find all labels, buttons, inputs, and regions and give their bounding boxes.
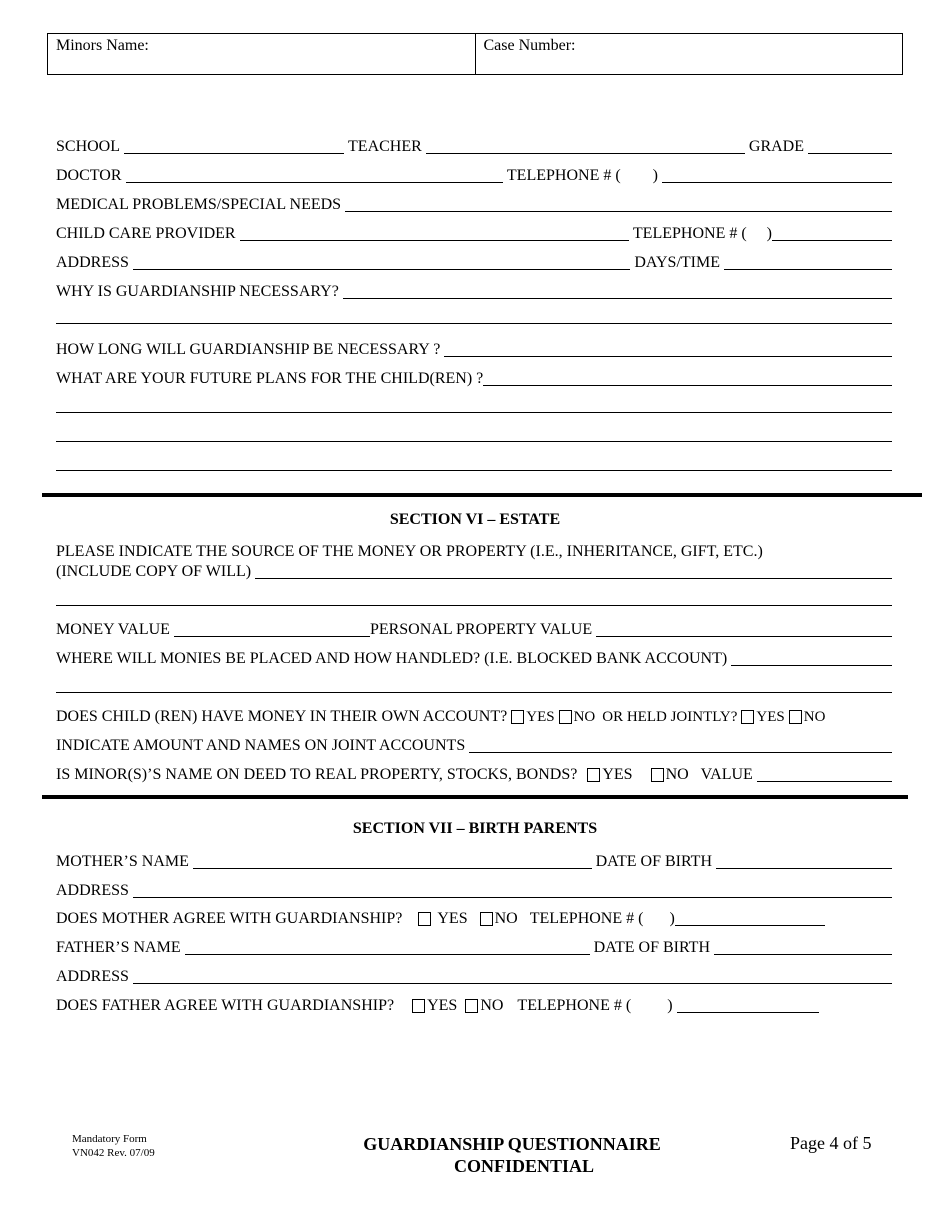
- mother-telephone-label: TELEPHONE # (: [529, 910, 644, 927]
- source-label-2: (INCLUDE COPY OF WILL): [56, 563, 252, 580]
- own-account-label: DOES CHILD (REN) HAVE MONEY IN THEIR OWN ACCOUNT?: [56, 708, 508, 725]
- father-agree-no-label: NO: [480, 997, 504, 1014]
- father-agree-row: [56, 993, 892, 1015]
- mothers-name-blank[interactable]: [193, 868, 592, 869]
- own-account-yes-label: YES: [526, 709, 555, 725]
- where-placed-label: WHERE WILL MONIES BE PLACED AND HOW HANDLED? (I.E. BLOCKED BANK ACCOUNT): [56, 650, 728, 667]
- deed-value-blank[interactable]: [757, 781, 892, 782]
- money-value-label: MONEY VALUE: [56, 621, 170, 638]
- page-number: Page 4 of 5: [790, 1133, 872, 1153]
- source-row-2: [56, 559, 892, 581]
- medical-blank[interactable]: [345, 211, 892, 212]
- mother-telephone-blank[interactable]: [675, 925, 825, 926]
- how-long-row: [56, 337, 892, 359]
- future-plans-line-1[interactable]: [56, 412, 892, 413]
- section-vi-title: SECTION VI – ESTATE: [389, 511, 561, 528]
- mothers-name-label: MOTHER’S NAME: [56, 853, 189, 870]
- held-jointly-yes-checkbox[interactable]: [741, 710, 754, 724]
- father-agree-yes-label: YES: [427, 997, 458, 1014]
- held-jointly-no-label: NO: [803, 709, 826, 725]
- child-care-blank[interactable]: [240, 240, 629, 241]
- own-account-yes-checkbox[interactable]: [511, 710, 524, 724]
- where-placed-row: [56, 646, 892, 668]
- own-account-no-label: NO: [573, 709, 596, 725]
- medical-label: MEDICAL PROBLEMS/SPECIAL NEEDS: [56, 196, 342, 213]
- father-address-label: ADDRESS: [56, 968, 129, 985]
- father-address-blank[interactable]: [133, 983, 892, 984]
- address-row: [56, 250, 892, 272]
- held-jointly-yes-label: YES: [756, 709, 785, 725]
- father-telephone-blank[interactable]: [677, 1012, 819, 1013]
- school-blank[interactable]: [124, 153, 344, 154]
- doctor-telephone-close: ): [652, 167, 658, 184]
- mother-agree-no-checkbox[interactable]: [480, 912, 493, 926]
- child-care-telephone-blank[interactable]: [772, 240, 892, 241]
- joint-accounts-row: [56, 733, 892, 755]
- section-divider: [42, 493, 922, 497]
- fathers-name-row: [56, 935, 892, 957]
- doctor-telephone-label: TELEPHONE # (: [506, 167, 621, 184]
- own-account-row: [56, 704, 900, 726]
- deed-yes-label: YES: [602, 766, 633, 783]
- case-number-label: Case Number:: [483, 37, 576, 54]
- deed-label: IS MINOR(S)’S NAME ON DEED TO REAL PROPERTY, STOCKS, BONDS?: [56, 766, 578, 783]
- child-care-row: [56, 221, 892, 243]
- mandatory-form-label: Mandatory Form: [72, 1133, 147, 1145]
- child-care-telephone-label: TELEPHONE # (: [632, 225, 747, 242]
- deed-value-label: VALUE: [700, 766, 753, 783]
- header-box: [47, 33, 903, 75]
- future-plans-row: [56, 366, 892, 388]
- future-plans-label: WHAT ARE YOUR FUTURE PLANS FOR THE CHILD(REN) ?: [56, 370, 484, 387]
- father-agree-yes-checkbox[interactable]: [412, 999, 425, 1013]
- mother-dob-blank[interactable]: [716, 868, 892, 869]
- source-extra-line[interactable]: [56, 605, 892, 606]
- mother-address-row: [56, 878, 892, 900]
- doctor-row: [56, 163, 892, 185]
- mothers-name-row: [56, 849, 892, 871]
- held-jointly-label: OR HELD JOINTLY?: [602, 709, 738, 725]
- why-label: WHY IS GUARDIANSHIP NECESSARY?: [56, 283, 339, 300]
- doctor-label: DOCTOR: [56, 167, 122, 184]
- future-plans-blank[interactable]: [483, 385, 892, 386]
- mother-address-blank[interactable]: [133, 897, 892, 898]
- how-long-blank[interactable]: [444, 356, 892, 357]
- minors-name-label: Minors Name:: [56, 37, 149, 54]
- grade-label: GRADE: [748, 138, 804, 155]
- mother-agree-row: [56, 906, 892, 928]
- source-blank[interactable]: [255, 578, 892, 579]
- personal-property-blank[interactable]: [596, 636, 892, 637]
- school-row: [56, 134, 892, 156]
- source-row-1: [56, 539, 892, 561]
- days-time-blank[interactable]: [724, 269, 892, 270]
- why-row: [56, 279, 892, 301]
- future-plans-line-3[interactable]: [56, 470, 892, 471]
- deed-yes-checkbox[interactable]: [587, 768, 600, 782]
- grade-blank[interactable]: [808, 153, 892, 154]
- joint-accounts-label: INDICATE AMOUNT AND NAMES ON JOINT ACCOUNTS: [56, 737, 466, 754]
- held-jointly-no-checkbox[interactable]: [789, 710, 802, 724]
- joint-accounts-blank[interactable]: [469, 752, 892, 753]
- mother-agree-label: DOES MOTHER AGREE WITH GUARDIANSHIP?: [56, 910, 403, 927]
- section-divider: [42, 795, 908, 799]
- where-placed-extra-line[interactable]: [56, 692, 892, 693]
- father-dob-blank[interactable]: [714, 954, 892, 955]
- source-label-1: PLEASE INDICATE THE SOURCE OF THE MONEY OR PROPERTY (I.E., INHERITANCE, GIFT, ETC.): [56, 543, 763, 560]
- father-address-row: [56, 964, 892, 986]
- mother-agree-yes-label: YES: [437, 910, 468, 927]
- doctor-telephone-blank[interactable]: [662, 182, 892, 183]
- child-care-label: CHILD CARE PROVIDER: [56, 225, 236, 242]
- address-label: ADDRESS: [56, 254, 129, 271]
- future-plans-line-2[interactable]: [56, 441, 892, 442]
- personal-property-label: PERSONAL PROPERTY VALUE: [369, 621, 593, 638]
- case-number-field[interactable]: [475, 34, 903, 74]
- school-label: SCHOOL: [56, 138, 121, 155]
- days-time-label: DAYS/TIME: [634, 254, 720, 271]
- why-blank[interactable]: [343, 298, 892, 299]
- own-account-no-checkbox[interactable]: [559, 710, 572, 724]
- mother-address-label: ADDRESS: [56, 882, 129, 899]
- deed-row: [56, 762, 892, 784]
- mother-dob-label: DATE OF BIRTH: [595, 853, 712, 870]
- child-care-telephone-close: ): [766, 225, 772, 242]
- fathers-name-label: FATHER’S NAME: [56, 939, 181, 956]
- father-agree-label: DOES FATHER AGREE WITH GUARDIANSHIP?: [56, 997, 395, 1014]
- minors-name-field[interactable]: [48, 34, 475, 74]
- form-number-label: VN042 Rev. 07/09: [72, 1147, 155, 1159]
- how-long-label: HOW LONG WILL GUARDIANSHIP BE NECESSARY ?: [56, 341, 441, 358]
- father-agree-no-checkbox[interactable]: [465, 999, 478, 1013]
- address-blank[interactable]: [133, 269, 630, 270]
- section-vii-title: SECTION VII – BIRTH PARENTS: [352, 820, 598, 837]
- mother-telephone-close: ): [669, 910, 675, 927]
- mother-agree-yes-checkbox[interactable]: [418, 912, 431, 926]
- deed-no-label: NO: [665, 766, 689, 783]
- doctor-blank[interactable]: [126, 182, 503, 183]
- confidential-label: CONFIDENTIAL: [453, 1156, 595, 1176]
- why-extra-line[interactable]: [56, 323, 892, 324]
- mother-agree-no-label: NO: [494, 910, 518, 927]
- father-telephone-close: ): [667, 997, 673, 1014]
- deed-no-checkbox[interactable]: [651, 768, 664, 782]
- teacher-label: TEACHER: [348, 138, 422, 155]
- footer-form-info: [72, 1132, 155, 1160]
- medical-row: [56, 192, 892, 214]
- father-dob-label: DATE OF BIRTH: [593, 939, 710, 956]
- money-value-blank[interactable]: [174, 636, 370, 637]
- fathers-name-blank[interactable]: [185, 954, 590, 955]
- father-telephone-label: TELEPHONE # (: [517, 997, 632, 1014]
- teacher-blank[interactable]: [426, 153, 745, 154]
- where-placed-blank[interactable]: [731, 665, 892, 666]
- questionnaire-title: GUARDIANSHIP QUESTIONNAIRE: [363, 1134, 661, 1154]
- footer-title: [300, 1133, 724, 1177]
- money-value-row: [56, 617, 892, 639]
